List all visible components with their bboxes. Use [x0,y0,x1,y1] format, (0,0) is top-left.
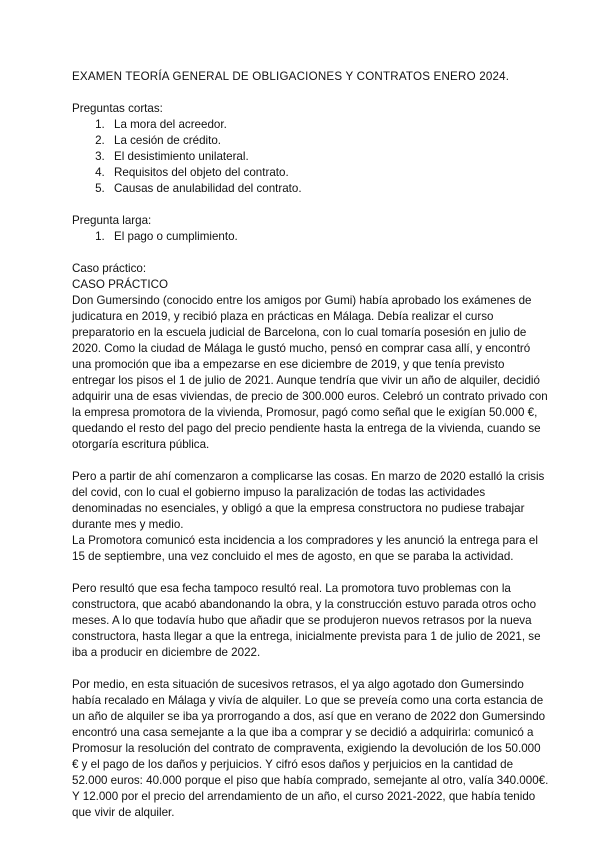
case-section [72,261,550,821]
case-paragraph-4: Pero resultó que esa fecha tampoco resultó real. La promotora tuvo problemas con la constructora, que acabó abandonando la obra, y la construcción estuvo parada otros ocho meses. A lo que todavía hubo que añadir que se produjeron nuevos retrasos por la nueva constructora, hasta llegar a que la entrega, inicialmente prevista para 1 de julio de 2021, se iba a producir en diciembre de 2022. [72,582,541,659]
short-questions-list [72,117,550,197]
short-questions-section [72,101,550,197]
case-paragraph-5: Por medio, en esta situación de sucesivos retrasos, el ya algo agotado don Gumersindo había recalado en Málaga y vivía de alquiler. Lo que se preveía como una corta estancia de un año de alquiler se iba ya prorrogando a dos, así que en verano de 2022 don Gumersindo encontró una casa semejante a la que iba a comprar y se decidió a adquirirla: comunicó a Promosur la resolución del contrato de compraventa, exigiendo la devolución de los 50.000 € y el pago de los daños y perjuicios. Y cifró esos daños y perjuicios en la cantidad de 52.000 euros: 40.000 porque el piso que había comprado, semejante al otro, valía 340.000€. Y 12.000 por el precio del arrendamiento de un año, el curso 2021-2022, que había tenido que vivir de alquiler. [72,678,549,819]
short-questions-label: Preguntas cortas: [72,102,163,115]
case-heading: CASO PRÁCTICO [72,278,168,291]
short-question-item: 5. Causas de anulabilidad del contrato. [108,181,550,197]
short-question-item: 1. La mora del acreedor. [108,117,550,133]
long-question-item: 1. El pago o cumplimiento. [108,229,550,245]
long-question-label: Pregunta larga: [72,214,152,227]
long-question-section [72,213,550,245]
case-paragraph-2: Pero a partir de ahí comenzaron a complicarse las cosas. En marzo de 2020 estalló la crisis del covid, con lo cual el gobierno impuso la paralización de todas las actividades denominadas no esenciales, y obligó a que la empresa constructora no pudiese trabajar durante mes y medio. [72,470,545,531]
case-label: Caso práctico: [72,262,147,275]
short-question-item: 3. El desistimiento unilateral. [108,149,550,165]
long-questions-list [72,229,550,245]
short-question-item: 4. Requisitos del objeto del contrato. [108,165,550,181]
case-paragraph-3: La Promotora comunicó esta incidencia a los compradores y les anunció la entrega para el 15 de septiembre, una vez concluido el mes de agosto, en que se paraba la actividad. [72,534,538,563]
short-question-item: 2. La cesión de crédito. [108,133,550,149]
case-paragraph-1: Don Gumersindo (conocido entre los amigos por Gumi) había aprobado los exámenes de judicatura en 2019, y recibió plaza en prácticas en Málaga. Debía realizar el curso preparatorio en la escuela judicial de Barcelona, con lo cual tomaría posesión en julio de 2020. Como la ciudad de Málaga le gustó mucho, pensó en comprar casa allí, y encontró una promoción que iba a empezarse en ese diciembre de 2019, y que tenía previsto entregar los pisos el 1 de julio de 2021. Aunque tendría que vivir un año de alquiler, decidió adquirir una de esas viviendas, de precio de 300.000 euros. Celebró un contrato privado con la empresa promotora de la vivienda, Promosur, pagó como señal que le exigían 50.000 €, quedando el resto del pago del precio pendiente hasta la entrega de la vivienda, cuando se otorgaría escritura pública. [72,294,548,451]
exam-title: EXAMEN TEORÍA GENERAL DE OBLIGACIONES Y CONTRATOS ENERO 2024. [72,70,510,83]
